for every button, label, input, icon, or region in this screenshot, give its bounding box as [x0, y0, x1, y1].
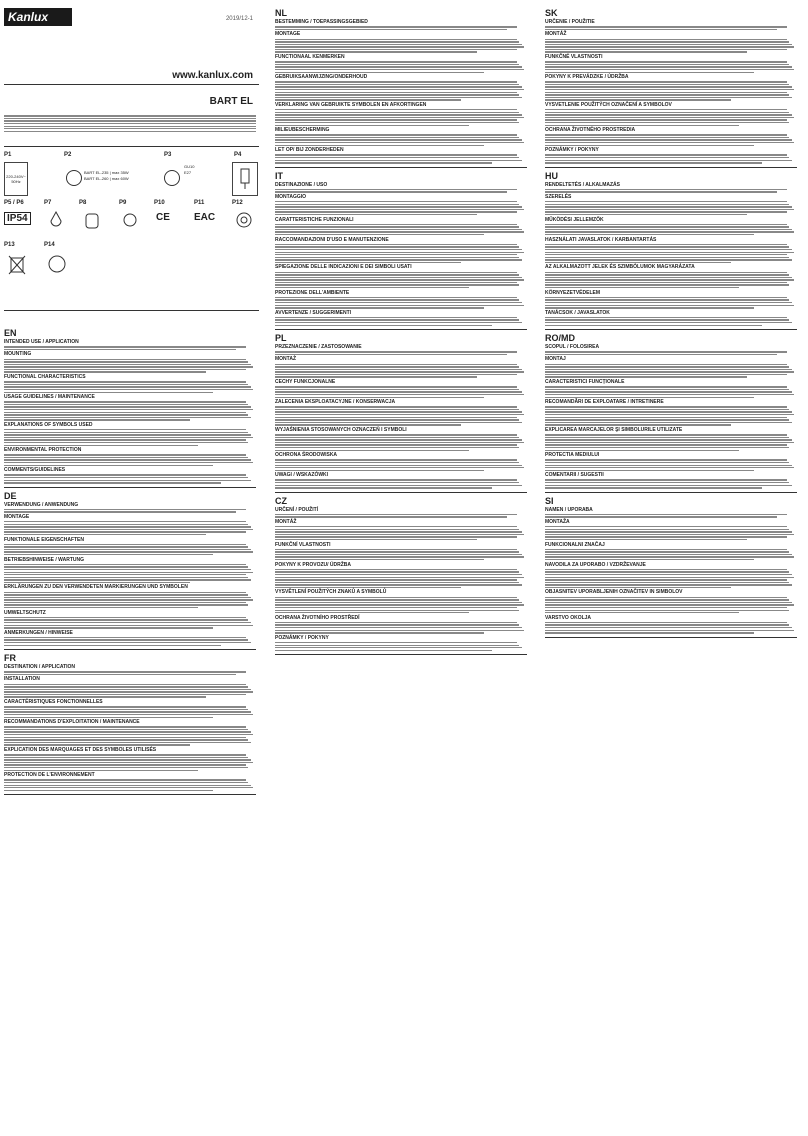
paragraph	[545, 297, 797, 309]
pictogram-label: P1	[4, 152, 12, 158]
language-code: IT	[275, 170, 283, 181]
subsection-heading: MONTAGE	[275, 31, 301, 38]
subsection-heading: GEBRUIKSAANWIJZING/ONDERHOUD	[275, 74, 368, 81]
subsection-heading: VARSTVO OKOLJA	[545, 614, 592, 621]
subsection-heading: MONTÁŽ	[545, 31, 567, 38]
paragraph	[4, 592, 256, 609]
subsection-heading: KÖRNYEZETVÉDELEM	[545, 289, 601, 296]
paragraph	[275, 272, 527, 289]
subsection-heading: WYJAŚNIENIA STOSOWANYCH OZNACZEŃ I SYMBOLI	[275, 426, 407, 433]
paragraph	[275, 297, 527, 309]
section-title: DESTINAZIONE / USO	[275, 181, 328, 188]
paragraph	[4, 521, 256, 535]
language-code: DE	[4, 490, 17, 501]
language-section-pl	[275, 333, 527, 493]
language-section-sk	[545, 8, 797, 168]
subsection-heading: ZALECENIA EKSPLOATACYJNE / KONSERWACJA	[275, 399, 396, 406]
paragraph	[275, 406, 527, 425]
subsection-heading: OCHRANA ŽIVOTNÉHO PROSTREDIA	[545, 127, 636, 134]
subsection-heading: OCHRANA ŽIVOTNÍHO PROSTŘEDÍ	[275, 614, 360, 621]
paragraph	[4, 454, 256, 466]
subsection-heading: FUNKČNÍ VLASTNOSTI	[275, 541, 331, 548]
subsection-heading: COMENTARII / SUGESTII	[545, 472, 604, 479]
subsection-heading: CECHY FUNKCJONALNE	[275, 379, 336, 386]
language-section-hu	[545, 171, 797, 331]
paragraph	[545, 364, 797, 378]
divider	[275, 492, 527, 493]
pictogram-label: P14	[44, 242, 55, 248]
pictogram-label: P5 / P6	[4, 200, 24, 206]
paragraph	[275, 364, 527, 378]
language-section-it	[275, 171, 527, 331]
divider	[545, 492, 797, 493]
paragraph	[275, 479, 527, 488]
paragraph	[545, 569, 797, 588]
subsection-heading: RECOMANDĂRI DE EXPLOATARE / INTRETINERE	[545, 399, 664, 406]
paragraph	[4, 706, 256, 718]
subsection-heading: PROTEZIONE DELL'AMBIENTE	[275, 289, 350, 296]
text-column-2	[275, 6, 527, 658]
subsection-heading: USAGE GUIDELINES / MAINTENANCE	[4, 394, 95, 401]
paragraph	[545, 549, 797, 561]
subsection-heading: EXPLICATION DES MARQUAGES ET DES SYMBOLES UTILISÉS	[4, 746, 157, 753]
language-code: RO/MD	[545, 333, 575, 344]
paragraph	[275, 154, 527, 163]
paragraph	[275, 386, 527, 398]
pictogram-label: P7	[44, 200, 52, 206]
paragraph	[275, 549, 527, 561]
pictogram-label: P11	[194, 200, 205, 206]
pictogram-label: P13	[4, 242, 15, 248]
lamp-diagram-icon	[232, 162, 258, 196]
divider	[4, 146, 259, 147]
section-title: URČENIE / POUŽITIE	[545, 19, 595, 25]
divider	[4, 84, 259, 85]
subsection-heading: MILIEUBESCHERMING	[275, 127, 330, 134]
subsection-heading: OCHRONA ŚRODOWISKA	[275, 452, 338, 459]
section-title: URČENÍ / POUŽITÍ	[275, 506, 319, 513]
subsection-heading: ERKLÄRUNGEN ZU DEN VERWENDETEN MARKIERUNGEN UND SYMBOLEN	[4, 584, 188, 591]
subsection-heading: AVVERTENZE / SUGGERIMENTI	[275, 309, 352, 316]
subsection-heading: MŰKÖDÉSI JELLEMZŐK	[545, 216, 604, 223]
subsection-heading: POZNÁMKY / POKYNY	[275, 634, 329, 641]
paragraph	[275, 622, 527, 634]
paragraph	[545, 224, 797, 236]
subsection-heading: MONTAŻ	[275, 356, 297, 363]
paragraph	[275, 244, 527, 263]
bulb-icon	[66, 170, 82, 186]
subsection-heading: MONTAGE	[4, 513, 30, 520]
pictogram-label: P12	[232, 200, 243, 206]
divider	[4, 310, 259, 311]
paragraph	[545, 39, 797, 53]
model-title: BART EL	[209, 96, 253, 107]
language-code: SK	[545, 8, 558, 18]
divider	[275, 329, 527, 330]
language-code: SI	[545, 495, 554, 506]
distributor-block	[4, 114, 256, 133]
subsection-heading: MONTAJ	[545, 356, 566, 363]
paragraph	[545, 154, 797, 163]
subsection-heading: TANÁCSOK / JAVASLATOK	[545, 309, 610, 316]
subsection-heading: INSTALLATION	[4, 676, 40, 683]
paragraph	[275, 434, 527, 451]
subsection-heading: POKYNY K PROVOZU/ ÚDRŽBA	[275, 561, 352, 568]
subsection-heading: COMMENTS/GUIDELINES	[4, 467, 66, 474]
paragraph	[545, 479, 797, 488]
language-code: FR	[4, 653, 16, 664]
paragraph	[545, 244, 797, 263]
subsection-heading: UWAGI / WSKAZÓWKI	[275, 472, 329, 479]
paragraph	[275, 201, 527, 215]
subsection-heading: BETRIEBSHINWEISE / WARTUNG	[4, 556, 85, 563]
language-code: HU	[545, 170, 558, 181]
paragraph	[4, 617, 256, 629]
language-section-nl	[275, 8, 527, 168]
subsection-heading: ANMERKUNGEN / HINWEISE	[4, 629, 73, 636]
pictogram-label: P2	[64, 152, 72, 158]
subsection-heading: VYSVĚTLENÍ POUŽITÝCH ZNAKŮ A SYMBOLŮ	[275, 589, 387, 596]
divider	[545, 167, 797, 168]
rain-icon	[46, 210, 66, 230]
paragraph	[4, 544, 256, 556]
eac-icon: EAC	[194, 212, 216, 223]
bulb-icon	[164, 170, 180, 186]
section-title: DESTINATION / APPLICATION	[4, 664, 76, 671]
bin-icon	[6, 252, 28, 276]
subsection-heading: RECOMMANDATIONS D'EXPLOITATION / MAINTENANCE	[4, 719, 140, 726]
divider	[4, 487, 256, 488]
paragraph	[545, 406, 797, 425]
subsection-heading: RACCOMANDAZIONI D'USO E MANUTENZIONE	[275, 236, 389, 243]
paragraph	[275, 569, 527, 588]
language-section-si	[545, 496, 797, 638]
subsection-heading: CARACTÉRISTIQUES FONCTIONNELLES	[4, 699, 103, 706]
paragraph	[545, 134, 797, 146]
paragraph	[4, 779, 256, 791]
lens-icon	[234, 210, 254, 230]
hand-icon	[82, 210, 102, 230]
brand-name: Kanlux	[8, 10, 49, 24]
section-title: BESTEMMING / TOEPASSINGSGEBIED	[275, 19, 368, 25]
ip-rating-icon: IP54	[4, 212, 31, 225]
subsection-heading: MONTAGGIO	[275, 193, 307, 200]
subsection-heading: POKYNY K PREVÁDZKE / ÚDRŽBA	[545, 74, 629, 81]
subsection-heading: EXPLANATIONS OF SYMBOLS USED	[4, 421, 93, 428]
pictogram-label: P10	[154, 200, 165, 206]
bulb-spec: BART EL-235 | max 35W BART EL-260 | max 60W	[84, 170, 129, 181]
paragraph	[545, 526, 797, 540]
subsection-heading: PROTECTIA MEDIULUI	[545, 452, 600, 459]
paragraph	[4, 684, 256, 698]
subsection-heading: HASZNÁLATI JAVASLATOK / KARBANTARTÁS	[545, 236, 657, 243]
subsection-heading: OBJASNITEV UPORABLJENIH OZNAČITEV IN SIMBOLOV	[545, 589, 683, 596]
ce-icon: CE	[156, 212, 170, 223]
paragraph	[545, 109, 797, 126]
paragraph	[275, 597, 527, 614]
language-code: EN	[4, 328, 17, 338]
subsection-heading: SZERELÉS	[545, 193, 572, 200]
subsection-heading: MOUNTING	[4, 351, 32, 358]
divider	[4, 794, 256, 795]
subsection-heading: MONTAŽA	[545, 518, 570, 525]
divider	[275, 167, 527, 168]
subsection-heading: FUNCTIONAL CHARACTERISTICS	[4, 374, 86, 380]
website-url[interactable]: www.kanlux.com	[172, 70, 253, 81]
paragraph	[4, 401, 256, 420]
section-title: VERWENDUNG / ANWENDUNG	[4, 501, 79, 508]
subsection-heading: MONTÁŽ	[275, 518, 297, 525]
subsection-heading: NAVODILA ZA UPORABO / VZDRŽEVANJE	[545, 561, 646, 568]
section-title: SCOPUL / FOLOSIREA	[545, 344, 600, 351]
subsection-heading: FUNKČNÉ VLASTNOSTI	[545, 54, 603, 60]
paragraph	[275, 459, 527, 471]
subsection-heading: FUNKTIONALE EIGENSCHAFTEN	[4, 536, 84, 543]
language-section-de	[4, 491, 256, 651]
paragraph	[4, 474, 256, 483]
section-title: PRZEZNACZENIE / ZASTOSOWANIE	[275, 344, 362, 351]
subsection-heading: LET OP/ BIJ ZONDERHEDEN	[275, 147, 344, 154]
recycle-icon	[46, 252, 68, 276]
subsection-heading: SPIEGAZIONE DELLE INDICAZIONI E DEI SIMBOLI USATI	[275, 264, 412, 271]
paragraph	[4, 564, 256, 583]
subsection-heading: PROTECTION DE L'ENVIRONNEMENT	[4, 772, 95, 779]
section-title: NAMEN / UPORABA	[545, 506, 593, 513]
paragraph	[545, 201, 797, 215]
paragraph	[275, 642, 527, 651]
language-section-cz	[275, 496, 527, 656]
subsection-heading: VYSVETLENIE POUŽITÝCH OZNAČENÍ A SYMBOLOV	[545, 101, 672, 108]
subsection-heading: CARATTERISTICHE FUNZIONALI	[275, 216, 354, 223]
divider	[275, 654, 527, 655]
light-icon	[120, 210, 140, 230]
subsection-heading: CARACTERISTICI FUNCȚIONALE	[545, 379, 625, 386]
subsection-heading: VERKLARING VAN GEBRUIKTE SYMBOLEN EN AFKORTINGEN	[275, 101, 427, 108]
section-title: INTENDED USE / APPLICATION	[4, 339, 79, 345]
socket-spec: GU10 E27	[184, 164, 195, 175]
paragraph	[275, 81, 527, 100]
paragraph	[4, 429, 256, 446]
divider	[545, 329, 797, 330]
subsection-heading: ENVIRONMENTAL PROTECTION	[4, 447, 82, 454]
column-1	[4, 0, 259, 1136]
language-code: CZ	[275, 495, 287, 506]
paragraph	[545, 272, 797, 289]
paragraph	[275, 134, 527, 146]
language-code: NL	[275, 8, 287, 18]
paragraph	[275, 224, 527, 236]
language-section-en	[4, 328, 256, 488]
paragraph	[4, 637, 256, 646]
column-3	[545, 0, 800, 1136]
paragraph	[545, 622, 797, 634]
subsection-heading: FUNKCIONALNI ZNAČAJ	[545, 541, 605, 548]
pictogram-label: P3	[164, 152, 172, 158]
subsection-heading: FUNCTIONAAL KENMERKEN	[275, 54, 345, 60]
voltage-icon: 220-240V~ 50Hz	[4, 162, 28, 196]
paragraph	[275, 61, 527, 73]
paragraph	[4, 381, 256, 393]
paragraph	[275, 526, 527, 540]
pictogram-label: P9	[119, 200, 127, 206]
language-section-fr	[4, 653, 256, 795]
column-2	[275, 0, 530, 1136]
language-code: PL	[275, 333, 287, 344]
paragraph	[4, 754, 256, 771]
paragraph	[545, 81, 797, 100]
text-column-3	[545, 6, 797, 641]
paragraph	[545, 61, 797, 73]
section-title: RENDELTETÉS / ALKALMAZÁS	[545, 181, 620, 188]
divider	[4, 649, 256, 650]
pictogram-label: P8	[79, 200, 87, 206]
language-section-ro-md	[545, 333, 797, 493]
paragraph	[275, 109, 527, 126]
text-column-1	[4, 326, 256, 798]
paragraph	[545, 434, 797, 451]
subsection-heading: UMWELTSCHUTZ	[4, 609, 46, 616]
paragraph	[4, 359, 256, 373]
subsection-heading: AZ ALKALMAZOTT JELEK ÉS SZIMBÓLUMOK MAGYARÁZATA	[545, 264, 695, 271]
brand-logo	[4, 8, 72, 26]
pictogram-label: P4	[234, 152, 242, 158]
paragraph	[275, 317, 527, 326]
subsection-heading: EXPLICAREA MARCAJELOR ŞI SIMBOLURILE UTILIZATE	[545, 426, 683, 433]
paragraph	[4, 726, 256, 745]
divider	[545, 637, 797, 638]
paragraph	[545, 386, 797, 398]
subsection-heading: POZNÁMKY / POKYNY	[545, 147, 599, 154]
doc-code: 2019/12-1	[225, 16, 253, 22]
paragraph	[545, 597, 797, 614]
paragraph	[545, 459, 797, 471]
paragraph	[545, 317, 797, 326]
paragraph	[275, 39, 527, 53]
